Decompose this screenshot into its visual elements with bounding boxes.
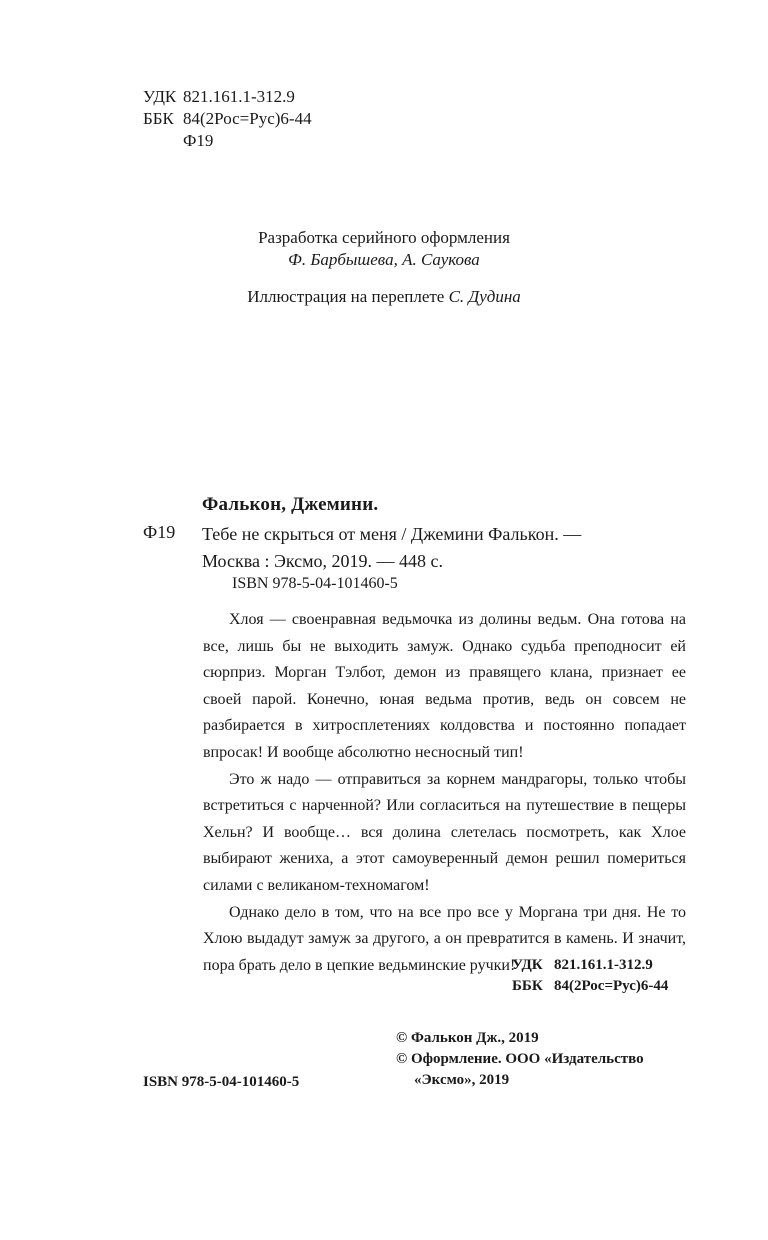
annotation (203, 607, 686, 979)
udk-value-bottom: 821.161.1-312.9 (554, 957, 653, 973)
series-design-label: Разработка серийного оформления (258, 228, 510, 247)
copyright-block (396, 1028, 696, 1091)
author-mark-row (143, 130, 312, 152)
bbk-row-bottom (512, 976, 668, 997)
author-heading: Фалькон, Джемини. (202, 494, 379, 515)
bibliographic-description (202, 521, 692, 575)
annotation-paragraph: Хлоя — своенравная ведьмочка из долины ведьм. Она готова на все, лишь бы не выходить замуж. Однако судьба преподносит ей сюрприз. Морган Тэлбот, демон из правящего клана, признает ее своей парой. Конечно, юная ведьма против, ведь он совсем не разбирается в хитросплетениях колдовства и постоянно попадает впросак! И вообще абсолютно несносный тип! (203, 611, 686, 761)
udk-row (143, 86, 312, 108)
classification-bottom (512, 955, 668, 997)
copyright-author: © Фалькон Дж., 2019 (396, 1030, 539, 1046)
bbk-label-bottom: ББК (512, 978, 543, 994)
series-design-authors: Ф. Барбышева, А. Саукова (288, 250, 480, 269)
isbn: ISBN 978-5-04-101460-5 (232, 575, 398, 592)
bbk-label: ББК (143, 109, 174, 128)
udk-value: 821.161.1-312.9 (183, 87, 295, 106)
udk-label: УДК (143, 87, 177, 106)
isbn-bottom: ISBN 978-5-04-101460-5 (143, 1074, 300, 1090)
bbk-value: 84(2Рос=Рус)6-44 (183, 109, 312, 128)
bbk-value-bottom: 84(2Рос=Рус)6-44 (554, 978, 669, 994)
udk-row-bottom (512, 955, 668, 976)
cover-illustration-label: Иллюстрация на переплете (247, 287, 445, 306)
copyright-publisher: «Эксмо», 2019 (414, 1072, 510, 1088)
bbk-row (143, 108, 312, 130)
cover-illustration-credit (0, 286, 768, 308)
publisher-line: Москва : Эксмо, 2019. — 448 с. (202, 551, 444, 571)
author-mark-label (143, 130, 183, 152)
annotation-paragraph: Это ж надо — отправиться за корнем мандрагоры, только чтобы встретиться с нарченной? Или согласиться на путешествие в пещеры Хельн? И вообще… вся долина слетелась посмотреть, как Хлое выбирают жениха, а этот самоуверенный демон решил помериться силами с великаном-техномагом! (203, 770, 686, 894)
author-mark-value: Ф19 (183, 131, 214, 150)
title-line: Тебе не скрыться от меня / Джемини Фалькон. — (202, 524, 582, 544)
classification-block (143, 86, 312, 152)
copyright-design: © Оформление. ООО «Издательство (396, 1051, 644, 1067)
series-design-credit (0, 227, 768, 271)
cover-illustration-author: С. Дудина (448, 287, 521, 306)
annotation-paragraph: Однако дело в том, что на все про все у Моргана три дня. Не то Хлою выдадут замуж за другого, а он превратится в камень. И значит, пора брать дело в цепкие ведьминские ручки! (203, 903, 686, 974)
udk-label-bottom: УДК (512, 957, 543, 973)
author-code: Ф19 (143, 522, 176, 542)
